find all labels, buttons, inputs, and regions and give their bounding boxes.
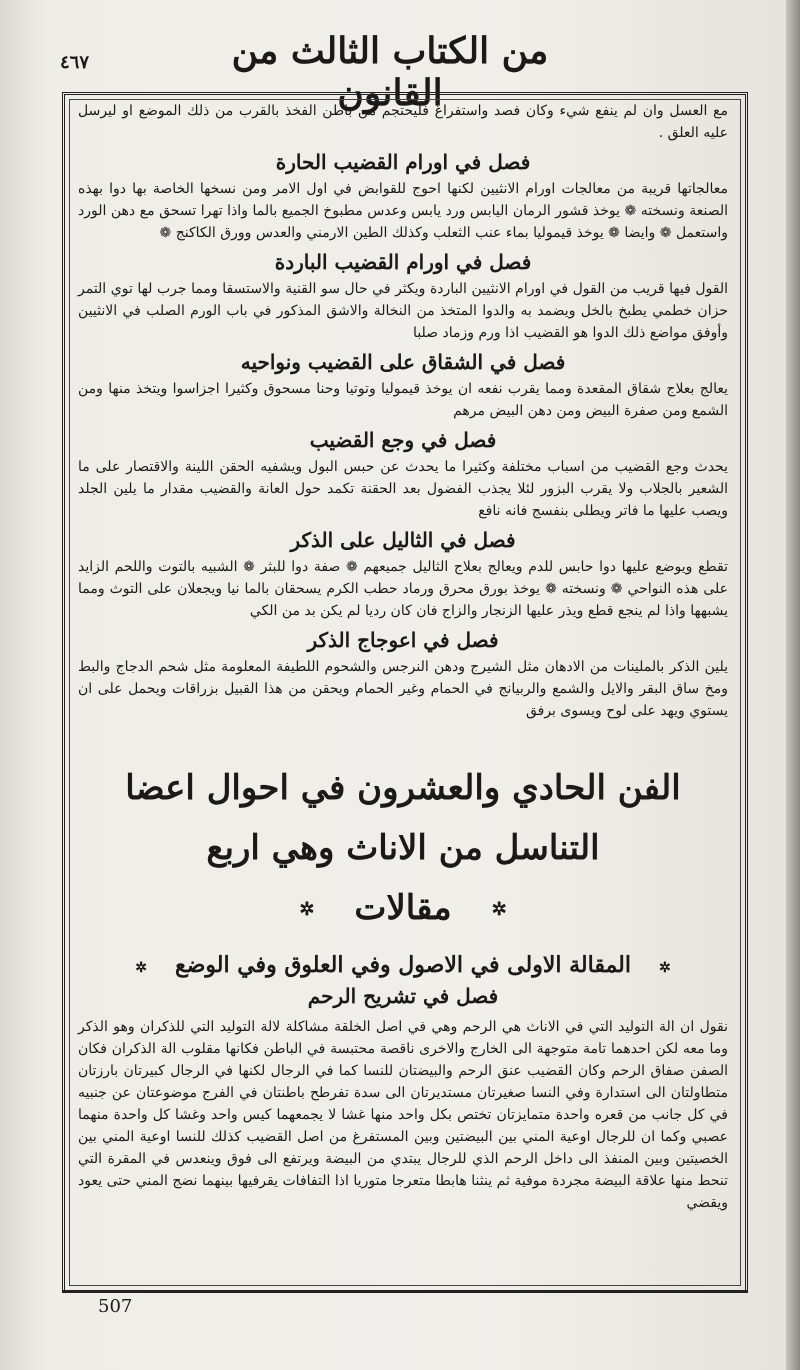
part-title — [72, 758, 734, 940]
part-title-line-2: التناسل من الاناث وهي اربع — [206, 828, 600, 868]
section-heading: فصل في اورام القضيب الحارة — [275, 150, 531, 174]
maqala-heading — [72, 952, 734, 978]
section — [72, 628, 734, 722]
section-text: القول فيها قريب من القول في اورام الانثيين الباردة ويكثر في حال سو القنية والاستسقا ومما جرب لها توي التمر حزان خطمي يطبخ بالخل ويضمد به والدوا المتخذ من النخالة والاشق المذكور في باب الورم الصلب في الانثيين وأوفق مواضع ذلك الدوا هو القضيب اذا ورم وزماد صلبا — [78, 281, 728, 341]
running-title: من الكتاب الثالث من القانون — [231, 30, 549, 114]
section-text: يحدث وجع القضيب من اسباب مختلفة وكثيرا ما يحدث عن حبس البول ويشفيه الحقن اللينة والاقتصار على ما الشعير بالجلاب ولا يقرب البزور لئلا يجذب الفضول بعد الحقنة تكمد حول العانة والقضيب مقدار ما يلين الجلد ويصب عليها ما فاتر ويطلى بنفسج فانه نافع — [78, 459, 728, 519]
star-ornament-icon: ✲ — [135, 960, 147, 976]
section — [72, 150, 734, 244]
section-heading: فصل في وجع القضيب — [309, 428, 497, 452]
section-text: نقول ان الة التوليد التي في الاناث هي الرحم وهي في اصل الخلقة مشاكلة لالة التوليد التي للذكران وهو الذكر وما معه لكن احدهما تامة متوجهة الى الخارج والاخرى ناقصة محتبسة في الباطن فكانها مقلوب الة الذكران فكان الصفن صفاق الرحم وكان القضيب عنق الرحم والبيضتان للنسا كما في الرجال لكنها في الرجال كبيرتان بارزتان متطاولتان الى استدارة وفي النسا صغيرتان مستديرتان الى سدة تفرطح باطنتان في الفرج موضوعتان عن جنبيه في كل جانب من قعره واحدة متمايزتان تختص بكل واحد منها غشا لا يجمعهما كيس واحد وغشا كل واحدة منهما عصبي وكما ان للرجال اوعية المني بين البيضتين وبين المستفرغ من اصل القضيب كذلك للنسا اوعية المني بين الخصيتين وبين المنفذ الى داخل الرحم الذي للرجال يبتدي من البيضة ويرتفع الى فوق وينعدس في المقرة التي تنحط منها علاقة البيضة مجردة موفية ثم ينثنا هابطا متعرجا متوريا اذا التفافات يقرفيها بينهما نضج المني حتى يعود ويقضي — [78, 1019, 728, 1211]
maqala-heading-text: المقالة الاولى في الاصول وفي العلوق وفي الوضع — [174, 952, 632, 978]
bottom-rule — [62, 1290, 748, 1292]
section-text: يلين الذكر بالملينات من الادهان مثل الشيرج ودهن النرجس والشحوم اللطيفة المعلومة مثل شحم الدجاج والبط ومخ ساق البقر والايل والشمع والربيانج في الحمام وغير الحمام ويحقن من هذا القبيل بزراقات ويحمل على ان يستوي ويهد على لوح ويسوى برفق — [78, 659, 728, 719]
section — [72, 350, 734, 422]
section-heading: فصل في الثاليل على الذكر — [290, 528, 516, 552]
section-heading: فصل في الشقاق على القضيب ونواحيه — [240, 350, 566, 374]
section-heading: فصل في تشريح الرحم — [307, 984, 499, 1008]
part-title-line-3-text: مقالات — [354, 888, 452, 928]
section-heading: فصل في اورام القضيب الباردة — [274, 250, 532, 274]
section — [72, 250, 734, 344]
section — [72, 528, 734, 622]
section-text: تقطع ويوضع عليها دوا حابس للدم ويعالج بعلاج الثاليل جميعهم ❁ صفة دوا للبثر ❁ الشبيه بالتوت واللحم الزايد على هذه النواحي ❁ ونسخته ❁ يوخذ بورق محرق ورماد حطب الكرم يسحقان بالما نيا ويجعلان على التوث ومما يشبهها واذا لم ينجع قطع ويذر عليها الزنجار والزاج فان كان رديا لم يكن بد من الكي — [78, 559, 728, 619]
intro-paragraph: مع العسل وان لم ينفع شيء وكان فصد واستفراغ فليحتجم من باطن الفخذ بالقرب من ذلك الموضع او ليرسل عليه العلق . — [78, 103, 728, 141]
page-number-bottom: 507 — [98, 1296, 133, 1317]
section-text: معالجاتها قريبة من معالجات اورام الانثيين لكنها احوج للقوابض في اول الامر ومن نسخها الخاصة بها دوا بهذه الصنعة ونسخته ❁ يوخذ قشور الرمان اليابس ورد يابس وعدس مطبوخ الجميع بالما واذا تهرا تسحق مع دهن الورد واستعمل ❁ وايضا ❁ يوخذ قيموليا بماء عنب الثعلب وكذلك الطين الارمني والعدس وورق الكاكنج ❁ — [78, 181, 728, 241]
section — [72, 984, 734, 1214]
part-title-line-3 — [72, 878, 734, 940]
star-ornament-icon: ✲ — [659, 960, 671, 976]
page-content — [72, 100, 734, 1280]
star-ornament-icon: ✲ — [299, 899, 315, 920]
page-number-top: ٤٦٧ — [60, 52, 90, 73]
book-spine — [786, 0, 800, 1370]
part-title-line-1: الفن الحادي والعشرون في احوال اعضا — [125, 768, 681, 808]
section-heading: فصل في اعوجاج الذكر — [307, 628, 499, 652]
section — [72, 428, 734, 522]
section-text: يعالج بعلاج شقاق المقعدة ومما يقرب نفعه ان يوخذ قيموليا وتوتيا وحنا مسحوق وكثيرا اجزاسوا ويتخذ منها ومن الشمع ومن صفرة البيض ومن دهن البيض مرهم — [78, 381, 728, 419]
star-ornament-icon: ✲ — [491, 899, 507, 920]
